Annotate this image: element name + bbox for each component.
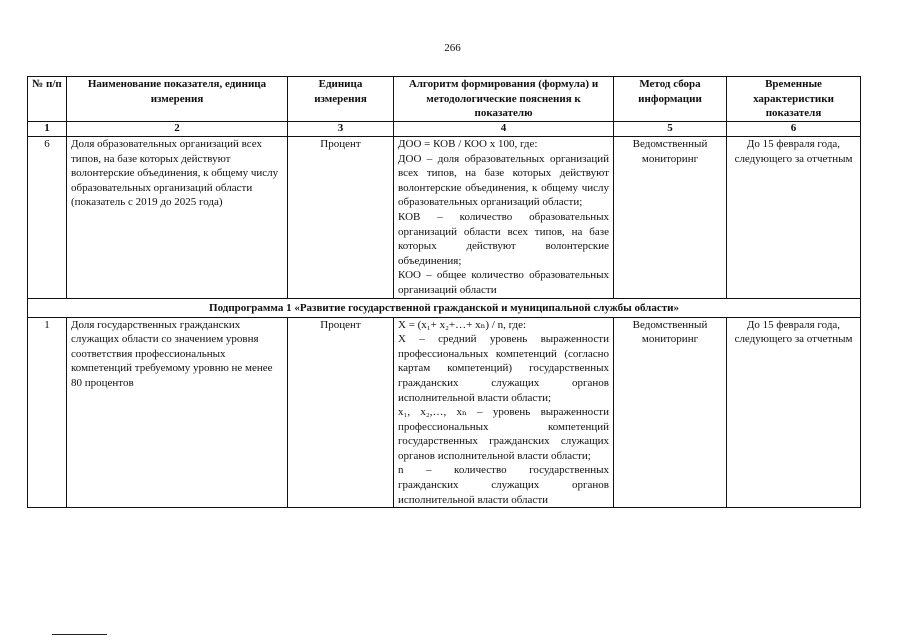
column-number: 5 [614, 122, 727, 137]
column-number-row [28, 122, 861, 137]
header-num: № п/п [28, 77, 67, 122]
formula-definition: КОВ – количество образовательных организаций области всех типов, на базе которых действуют волонтерские объединения; [398, 210, 609, 267]
indicator-name: Доля государственных гражданских служащих области со значением уровня соответствия профессиональных компетенций требуемому уровню не менее 80 процентов [67, 317, 288, 508]
timing: До 15 февраля года, следующего за отчетным [727, 137, 861, 299]
column-number: 2 [67, 122, 288, 137]
indicator-algorithm [394, 137, 614, 299]
indicator-name: Доля образовательных организаций всех типов, на базе которых действуют волонтерские объединения, к общему числу образовательных организаций области (показатель с 2019 до 2025 года) [67, 137, 288, 299]
indicators-table [27, 76, 861, 508]
column-number: 4 [394, 122, 614, 137]
indicator-unit: Процент [288, 317, 394, 508]
header-name: Наименование показателя, единица измерения [67, 77, 288, 122]
header-timing: Временные характеристики показателя [727, 77, 861, 122]
page-number: 266 [444, 42, 461, 54]
row-number: 1 [28, 317, 67, 508]
table-row [28, 137, 861, 299]
formula-definition: n – количество государственных гражданских служащих органов исполнительной власти области [398, 464, 609, 506]
formula-line: ДОО = КОВ / КОО х 100, где: [398, 138, 538, 150]
column-number: 1 [28, 122, 67, 137]
collection-method: Ведомственный мониторинг [614, 317, 727, 508]
footer-rule [52, 634, 107, 635]
table-row [28, 317, 861, 508]
formula-definition: x₁, x₂,…, xₙ – уровень выраженности профессиональных компетенций государственных гражданских служащих органов исполнительной власти области; [398, 406, 609, 462]
header-row [28, 77, 861, 122]
formula-definition: X – средний уровень выраженности профессиональных компетенций (согласно картам компетенций) государственных гражданских служащих органов исполнительной власти области; [398, 333, 609, 404]
collection-method: Ведомственный мониторинг [614, 137, 727, 299]
section-title: Подпрограмма 1 «Развитие государственной гражданской и муниципальной службы области» [28, 298, 861, 317]
formula-definition: КОО – общее количество образовательных организаций области [398, 269, 609, 296]
indicator-unit: Процент [288, 137, 394, 299]
column-number: 6 [727, 122, 861, 137]
indicator-algorithm [394, 317, 614, 508]
header-algorithm: Алгоритм формирования (формула) и методологические пояснения к показателю [394, 77, 614, 122]
formula-definition: ДОО – доля образовательных организаций всех типов, на базе которых действуют волонтерские объединения, к общему числу образовательных организаций области; [398, 152, 609, 209]
row-number: 6 [28, 137, 67, 299]
formula-line: X = (x₁+ x₂+…+ xₙ) / n, где: [398, 318, 527, 331]
header-method: Метод сбора информации [614, 77, 727, 122]
header-unit: Единица измерения [288, 77, 394, 122]
column-number: 3 [288, 122, 394, 137]
timing: До 15 февраля года, следующего за отчетным [727, 317, 861, 508]
section-row [28, 298, 861, 317]
